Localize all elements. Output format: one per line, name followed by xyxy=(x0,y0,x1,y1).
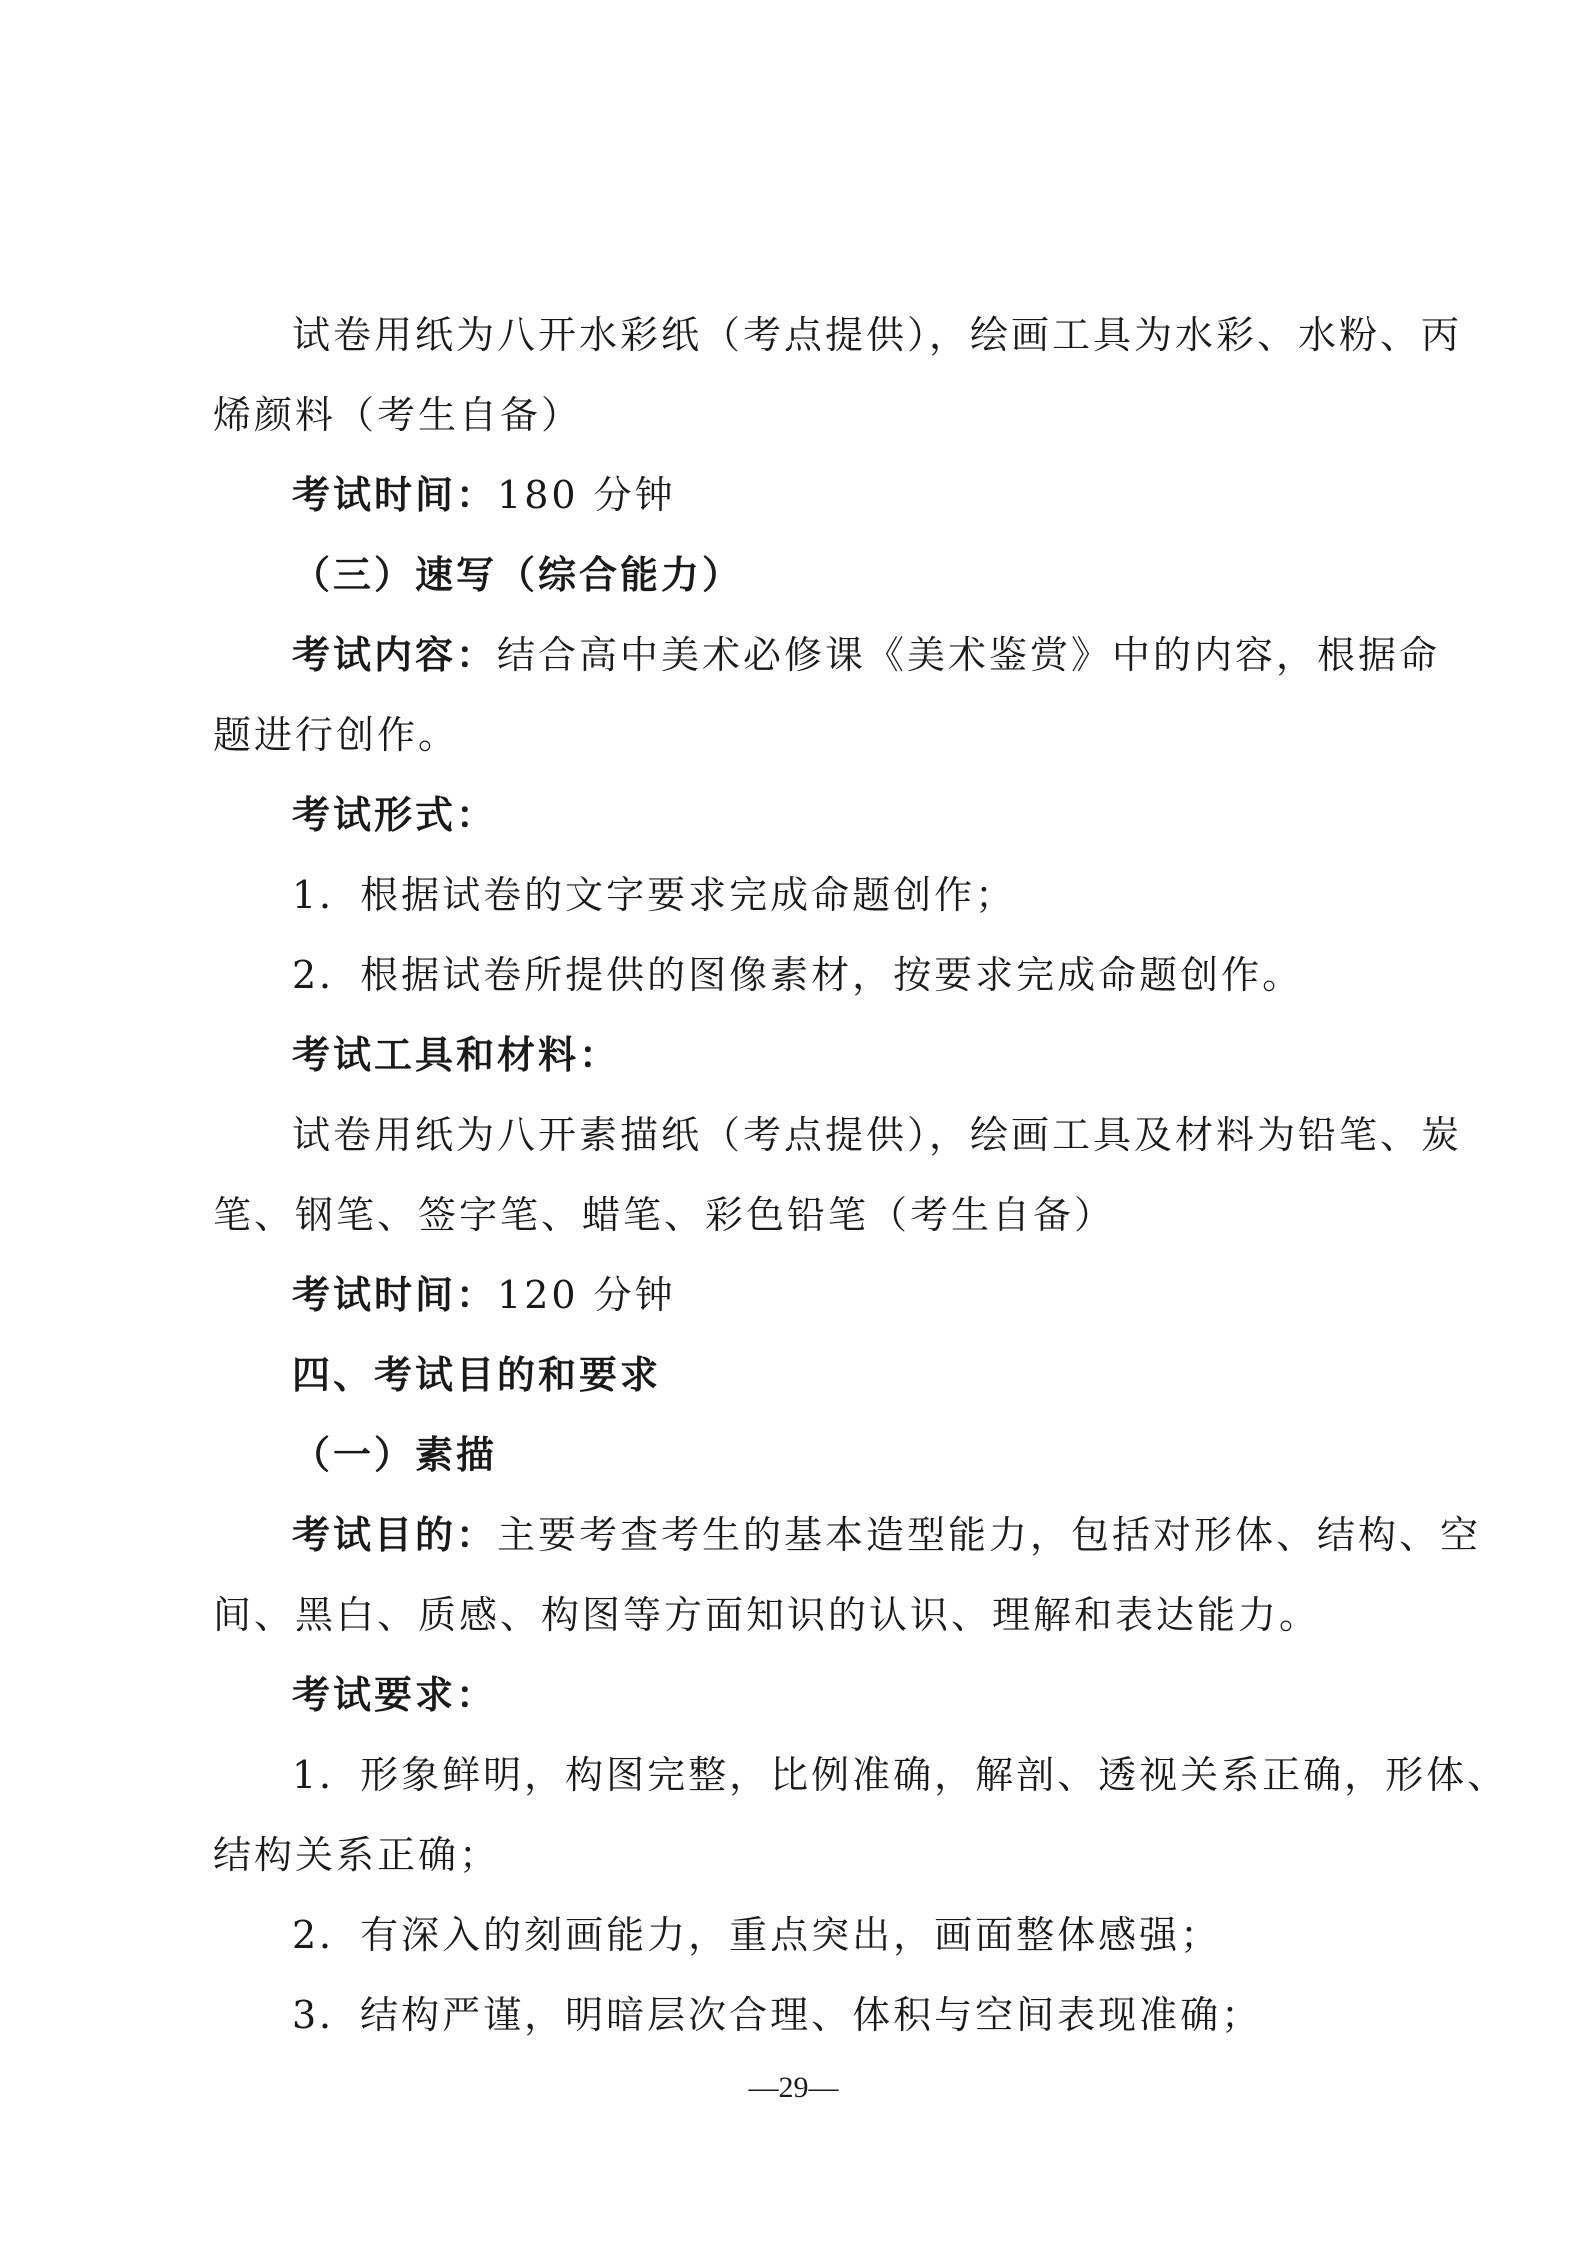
paragraph-line: 结构关系正确； xyxy=(213,1833,501,1877)
list-item: 2．根据试卷所提供的图像素材，按要求完成命题创作。 xyxy=(292,953,1304,997)
page-number: —29— xyxy=(748,2071,839,2104)
field-label: 考试时间： xyxy=(292,472,498,517)
paragraph-line: 考试目的：主要考查考生的基本造型能力，包括对形体、结构、空 xyxy=(292,1512,1482,1557)
paragraph-line: 烯颜料（考生自备） xyxy=(213,393,583,437)
field-label-line: 考试要求： xyxy=(292,1672,498,1717)
paragraph-line: 题进行创作。 xyxy=(213,713,460,757)
paragraph-line: 考试时间：180 分钟 xyxy=(292,472,676,517)
field-label: 考试目的： xyxy=(292,1512,498,1557)
paragraph-line: 间、黑白、质感、构图等方面知识的认识、理解和表达能力。 xyxy=(213,1593,1321,1637)
list-item: 2．有深入的刻画能力，重点突出，画面整体感强； xyxy=(292,1913,1222,1957)
section-heading: （一）素描 xyxy=(292,1432,498,1477)
paragraph-line: 试卷用纸为八开水彩纸（考点提供），绘画工具为水彩、水粉、丙 xyxy=(292,313,1463,357)
paragraph-line: 笔、钢笔、签字笔、蜡笔、彩色铅笔（考生自备） xyxy=(213,1193,1116,1237)
section-heading: 四、考试目的和要求 xyxy=(292,1352,662,1397)
list-item: 1．形象鲜明，构图完整，比例准确，解剖、透视关系正确，形体、 xyxy=(292,1753,1509,1797)
field-label-line: 考试形式： xyxy=(292,792,498,837)
list-item: 3．结构严谨，明暗层次合理、体积与空间表现准确； xyxy=(292,1993,1263,2037)
field-label: 考试内容： xyxy=(292,632,498,677)
paragraph-line: 考试时间：120 分钟 xyxy=(292,1272,676,1317)
section-heading: （三）速写（综合能力） xyxy=(292,552,744,597)
paragraph-line: 试卷用纸为八开素描纸（考点提供），绘画工具及材料为铅笔、炭 xyxy=(292,1113,1463,1157)
paragraph-line: 考试内容：结合高中美术必修课《美术鉴赏》中的内容，根据命 xyxy=(292,632,1441,677)
list-item: 1．根据试卷的文字要求完成命题创作； xyxy=(292,873,1017,917)
field-label: 考试时间： xyxy=(292,1272,498,1317)
field-label-line: 考试工具和材料： xyxy=(292,1032,621,1077)
